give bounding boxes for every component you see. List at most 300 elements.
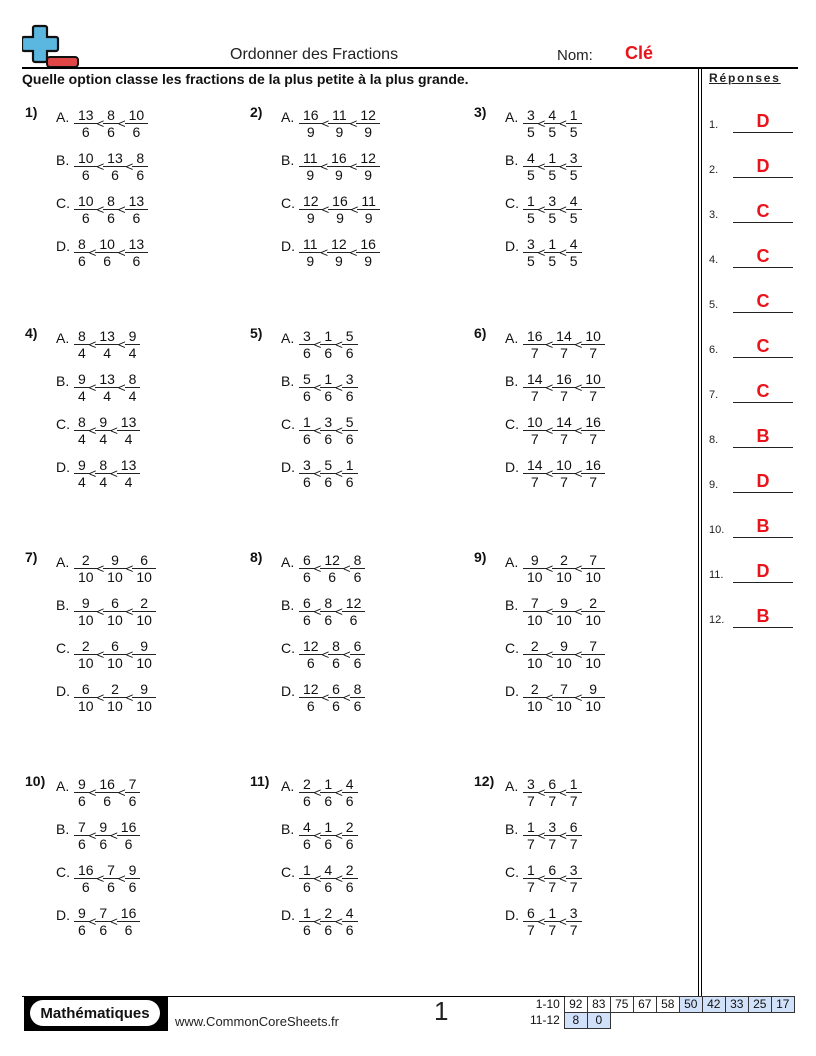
fraction [342,905,358,938]
less-than-sign: < [335,379,343,395]
option-letter: B. [56,821,70,837]
denominator: 6 [324,878,333,895]
less-than-sign: < [349,158,358,174]
option-letter: B. [56,597,70,613]
denominator: 5 [527,209,535,226]
numerator: 9 [560,594,568,611]
numerator: 4 [303,818,311,835]
score-range-label: 1-10 [527,997,564,1013]
option-letter: D. [505,459,519,475]
numerator: 1 [548,904,557,921]
option-letter: A. [505,330,519,346]
numerator: 5 [303,370,311,387]
denominator: 5 [548,166,557,183]
numerator: 16 [120,818,137,835]
fraction [581,638,605,671]
score-cell: 92 [564,997,587,1013]
less-than-sign: < [313,560,322,576]
answer-option [505,326,605,362]
option-letter: B. [281,597,295,613]
numerator: 6 [548,775,557,792]
denominator: 6 [345,387,354,404]
answer-option [505,455,605,491]
numerator: 6 [111,594,119,611]
denominator: 6 [324,921,333,938]
math-logo-icon [22,24,80,68]
numerator: 16 [120,904,137,921]
numerator: 6 [81,680,90,697]
denominator: 5 [527,252,535,269]
denominator: 7 [527,921,535,938]
fraction-sequence [74,819,140,852]
fraction [320,819,336,852]
fraction [95,457,111,490]
answer-value: C [756,381,770,401]
numerator: 3 [548,818,557,835]
numerator: 3 [324,413,333,430]
denominator: 10 [585,697,601,714]
fraction [299,107,323,140]
problem-number: 3) [474,104,487,120]
option-letter: D. [505,238,519,254]
less-than-sign: < [335,870,343,886]
fraction [523,595,547,628]
denominator: 9 [364,166,372,183]
numerator: 6 [111,637,119,654]
score-cell: 42 [702,997,725,1013]
fraction-sequence [299,107,380,140]
answer-blank-line [733,132,793,133]
fraction [299,371,315,404]
less-than-sign: < [88,336,97,352]
score-cell: 50 [679,997,702,1013]
less-than-sign: < [559,870,567,886]
denominator: 9 [364,252,372,269]
fraction-sequence [523,595,605,628]
option-letter: A. [56,778,70,794]
fraction [342,776,358,809]
numerator: 16 [303,106,319,123]
fraction [125,328,141,361]
denominator: 6 [107,878,115,895]
answer-number: 7. [709,389,719,401]
less-than-sign: < [321,689,330,705]
less-than-sign: < [313,603,322,619]
numerator: 12 [303,680,319,697]
option-letter: B. [281,152,295,168]
answer-option [56,326,140,362]
answer-option [281,369,358,405]
denominator: 6 [345,473,354,490]
less-than-sign: < [313,827,322,843]
denominator: 6 [303,921,311,938]
fraction [103,681,127,714]
fraction-sequence [299,414,358,447]
answer-column-divider [698,68,702,997]
less-than-sign: < [125,158,134,174]
fraction [299,236,322,269]
denominator: 4 [103,344,112,361]
answer-blank-line [733,357,793,358]
fraction [356,150,380,183]
fraction [103,150,127,183]
score-cell: 0 [587,1013,610,1029]
less-than-sign: < [313,379,322,395]
fraction-sequence [299,681,365,714]
denominator: 6 [303,878,311,895]
numerator: 3 [569,149,578,166]
fraction [299,328,315,361]
answer-value: B [756,426,770,446]
numerator: 8 [324,594,333,611]
less-than-sign: < [537,870,546,886]
worksheet-title: Ordonner des Fractions [230,46,399,63]
option-letter: C. [281,640,295,656]
fraction [132,638,156,671]
answer-number: 9. [709,479,719,491]
fraction-sequence [74,681,156,714]
less-than-sign: < [321,201,330,217]
fraction [581,552,605,585]
fraction [566,236,582,269]
denominator: 4 [99,430,108,447]
answer-row [709,156,793,178]
fraction [320,862,336,895]
problem [250,549,460,739]
less-than-sign: < [125,560,134,576]
fraction [125,371,141,404]
option-letter: B. [505,597,519,613]
answer-option [56,636,156,672]
numerator: 13 [78,106,94,123]
answer-option [56,148,148,184]
numerator: 12 [303,637,319,654]
less-than-sign: < [574,465,583,481]
fraction [132,150,148,183]
denominator: 5 [569,209,578,226]
less-than-sign: < [96,158,105,174]
problem [250,773,460,963]
answer-value: C [756,246,770,266]
answer-option [56,550,156,586]
numerator: 3 [569,861,578,878]
numerator: 5 [345,413,354,430]
denominator: 6 [132,252,141,269]
numerator: 14 [556,413,572,430]
numerator: 10 [78,192,94,209]
fraction [320,328,336,361]
less-than-sign: < [545,603,554,619]
numerator: 12 [345,594,362,611]
fraction [544,776,560,809]
fraction [544,150,560,183]
less-than-sign: < [335,336,343,352]
numerator: 2 [345,818,354,835]
numerator: 2 [530,680,539,697]
numerator: 2 [589,594,598,611]
numerator: 9 [128,327,137,344]
less-than-sign: < [537,115,546,131]
denominator: 6 [324,344,333,361]
denominator: 10 [107,654,123,671]
denominator: 6 [303,611,311,628]
option-letter: D. [56,459,70,475]
fraction-sequence [74,107,148,140]
fraction [328,193,352,226]
option-letter: B. [505,821,519,837]
denominator: 6 [78,252,86,269]
fraction-sequence [523,193,582,226]
fraction [320,371,336,404]
numerator: 6 [527,904,535,921]
answer-option [56,679,156,715]
fraction [328,681,344,714]
denominator: 10 [527,611,543,628]
numerator: 4 [569,235,578,252]
answer-row [709,201,793,223]
fraction-sequence [523,107,582,140]
fraction-sequence [74,595,156,628]
fraction [552,371,576,404]
brand-label: Mathématiques [30,1000,160,1026]
fraction [552,638,576,671]
fraction [74,236,90,269]
numerator: 16 [556,370,572,387]
denominator: 7 [560,473,568,490]
numerator: 9 [128,861,137,878]
fraction [103,193,119,226]
denominator: 6 [99,921,108,938]
fraction [523,905,539,938]
fraction [350,638,366,671]
fraction [95,776,119,809]
option-letter: A. [505,778,519,794]
numerator: 9 [78,775,86,792]
problem-number: 8) [250,549,263,565]
answer-option [505,860,582,896]
answer-option [505,412,605,448]
fraction [320,457,336,490]
fraction [581,328,605,361]
answer-option [281,326,358,362]
answer-option [281,148,380,184]
fraction [74,193,98,226]
fraction-sequence [523,776,582,809]
denominator: 10 [78,568,94,585]
numerator: 2 [560,551,568,568]
fraction [299,595,315,628]
less-than-sign: < [559,827,567,843]
numerator: 13 [99,327,115,344]
fraction [299,819,315,852]
less-than-sign: < [537,784,546,800]
denominator: 6 [128,878,137,895]
numerator: 11 [361,192,376,209]
fraction [581,414,605,447]
less-than-sign: < [537,827,546,843]
numerator: 2 [530,637,539,654]
problem [25,773,235,963]
fraction [342,371,358,404]
fraction-sequence [74,150,148,183]
option-letter: C. [505,640,519,656]
denominator: 6 [303,792,311,809]
denominator: 6 [349,611,358,628]
denominator: 6 [324,430,333,447]
answer-option [505,191,582,227]
numerator: 6 [548,861,557,878]
denominator: 10 [136,654,152,671]
fraction [74,107,98,140]
fraction [320,776,336,809]
problem [25,549,235,739]
denominator: 7 [530,387,539,404]
numerator: 8 [78,235,86,252]
denominator: 6 [345,835,354,852]
fraction-sequence [299,819,358,852]
fraction [544,193,560,226]
fraction [103,552,127,585]
denominator: 6 [124,835,133,852]
fraction-sequence [523,552,605,585]
fraction [299,776,315,809]
answer-blank-line [733,402,793,403]
numerator: 4 [324,861,333,878]
answer-option [281,550,365,586]
numerator: 7 [560,680,568,697]
denominator: 6 [128,792,137,809]
denominator: 6 [324,473,333,490]
fraction [74,819,90,852]
fraction [356,236,380,269]
denominator: 6 [303,473,311,490]
fraction-sequence [74,371,140,404]
fraction-sequence [299,328,358,361]
denominator: 6 [132,209,141,226]
less-than-sign: < [545,646,554,662]
option-letter: C. [281,195,295,211]
denominator: 6 [99,835,108,852]
denominator: 7 [527,835,535,852]
numerator: 8 [78,413,86,430]
fraction [117,819,141,852]
fraction [544,236,560,269]
less-than-sign: < [335,603,343,619]
denominator: 10 [556,568,572,585]
numerator: 2 [324,904,333,921]
denominator: 10 [556,697,572,714]
less-than-sign: < [88,379,97,395]
denominator: 6 [78,792,86,809]
numerator: 7 [128,775,137,792]
denominator: 7 [589,344,598,361]
numerator: 13 [128,192,145,209]
fraction [523,681,547,714]
answer-value: C [756,201,770,221]
fraction [350,552,366,585]
less-than-sign: < [545,336,554,352]
fraction-sequence [523,457,605,490]
numerator: 9 [99,413,108,430]
answer-option [56,903,140,939]
fraction [299,457,315,490]
fraction-sequence [523,681,605,714]
denominator: 6 [303,568,311,585]
option-letter: D. [56,907,70,923]
fraction [74,681,98,714]
answer-option [281,903,358,939]
problem-number: 9) [474,549,487,565]
denominator: 10 [527,654,543,671]
numerator: 9 [99,818,108,835]
numerator: 1 [303,861,311,878]
answer-value: C [756,291,770,311]
less-than-sign: < [559,913,567,929]
fraction-sequence [523,236,582,269]
denominator: 5 [548,123,557,140]
answer-option [505,679,605,715]
fraction [125,776,141,809]
numerator: 4 [569,192,578,209]
fraction [544,862,560,895]
less-than-sign: < [321,646,330,662]
less-than-sign: < [96,603,105,619]
numerator: 12 [360,106,376,123]
fraction [566,150,582,183]
answer-option [505,774,582,810]
fraction [523,236,539,269]
fraction [566,905,582,938]
answer-row [709,111,793,133]
site-url: www.CommonCoreSheets.fr [175,1014,339,1029]
numerator: 6 [353,637,362,654]
denominator: 7 [589,473,598,490]
less-than-sign: < [320,158,329,174]
numerator: 10 [99,235,115,252]
denominator: 4 [103,387,112,404]
problem [25,325,235,515]
denominator: 7 [589,430,598,447]
numerator: 8 [136,149,145,166]
numerator: 12 [360,149,376,166]
less-than-sign: < [537,913,546,929]
fraction [95,328,119,361]
option-letter: B. [281,821,295,837]
less-than-sign: < [117,870,126,886]
fraction [95,819,111,852]
answer-option [281,593,365,629]
denominator: 9 [335,166,343,183]
denominator: 7 [548,921,557,938]
denominator: 7 [560,430,568,447]
numerator: 16 [331,149,347,166]
numerator: 1 [303,413,311,430]
answer-number: 12. [709,614,725,626]
numerator: 5 [345,327,354,344]
problem [474,325,684,515]
fraction-sequence [299,193,380,226]
numerator: 12 [303,192,319,209]
fraction [74,328,90,361]
denominator: 6 [103,252,112,269]
denominator: 6 [81,878,90,895]
less-than-sign: < [537,158,546,174]
less-than-sign: < [117,115,126,131]
fraction [581,371,605,404]
answer-value: D [756,111,770,131]
denominator: 6 [324,387,333,404]
answer-blank-line [733,627,793,628]
